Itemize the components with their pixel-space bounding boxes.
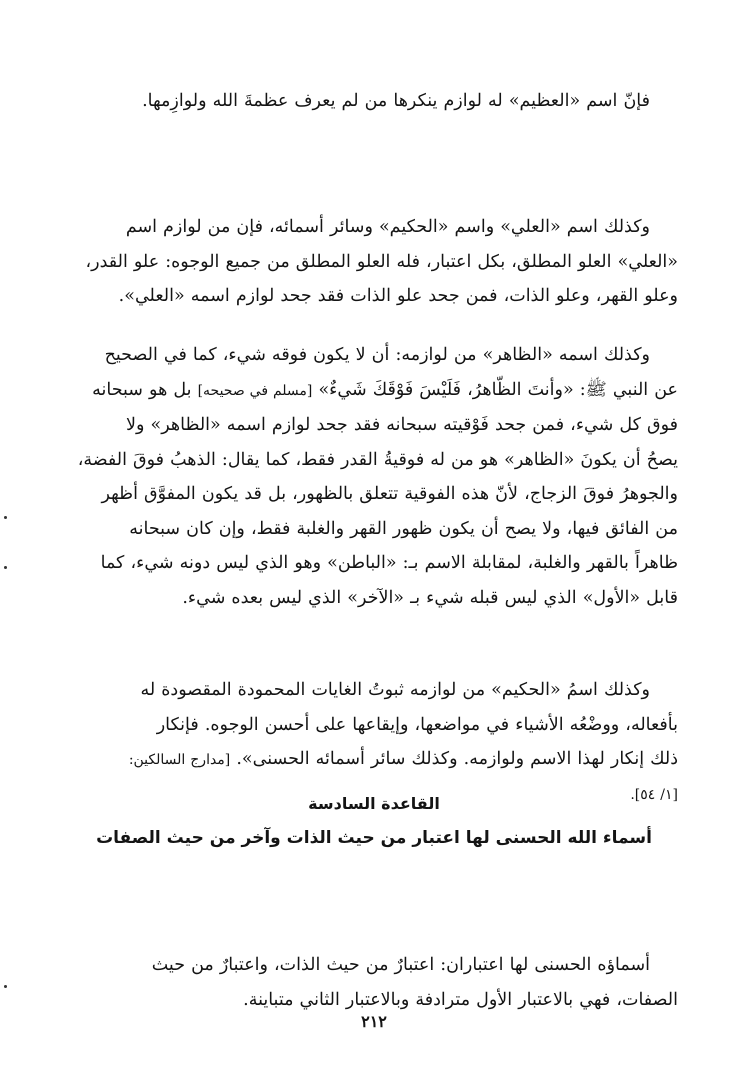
- text-line: فإنّ اسم «العظيم» له لوازم ينكرها من لم يعرف عظمةَ الله ولوازِمها.: [142, 91, 650, 111]
- source-reference-tail: [١/ ٥٤].: [630, 786, 678, 803]
- book-page: [70, 70, 678, 1050]
- text-line: يصحُ أن يكونَ «الظاهر» هو من له فوقيةُ القدر فقط، كما يقال: الذهبُ فوقَ الفضة،: [77, 449, 678, 470]
- paragraph-hakim: [70, 673, 678, 812]
- text-fragment: ذلك إنكار لهذا الاسم ولوازمه. وكذلك سائر أسمائه الحسنى».: [236, 749, 678, 769]
- text-line: أسماؤه الحسنى لها اعتباران: اعتبارٌ من حيث الذات، واعتبارٌ من حيث: [151, 955, 650, 975]
- scan-mark: [4, 516, 7, 519]
- text-line: الصفات، فهي بالاعتبار الأول مترادفة وبالاعتبار الثاني متباينة.: [243, 989, 678, 1010]
- scan-mark: [4, 985, 7, 988]
- hadith-text: عن النبي ﷺ: «وأنتَ الظّاهرُ، فَلَيْسَ فَوْقَكَ شَيءٌ»: [318, 379, 678, 400]
- paragraph-azim: [70, 84, 678, 119]
- text-line: قابل «الأول» الذي ليس قبله شيء بـ «الآخر» الذي ليس بعده شيء.: [182, 587, 678, 608]
- source-reference: [مدارج السالكين:: [128, 752, 231, 768]
- text-line: وكذلك اسمه «الظاهر» من لوازمه: أن لا يكون فوقه شيء، كما في الصحيح: [104, 345, 650, 365]
- paragraph-ali: [70, 210, 678, 314]
- text-line: بأفعاله، ووضْعُه الأشياء في مواضعها، وإيقاعها على أحسن الوجوه. فإنكار: [156, 714, 678, 735]
- section-title: أسماء الله الحسنى لها اعتبار من حيث الذات وآخر من حيث الصفات: [96, 828, 652, 848]
- text-line: وعلو القهر، وعلو الذات، فمن جحد علو الذات فقد جحد لوازم اسمه «العلي».: [118, 286, 678, 306]
- text-line: [70, 373, 678, 409]
- text-line: وكذلك اسمُ «الحكيم» من لوازمه ثبوتُ الغايات المحمودة المقصودة له: [140, 680, 650, 700]
- source-reference: [مسلم في صحيحه]: [197, 382, 313, 399]
- text-fragment: بل هو سبحانه: [92, 379, 192, 400]
- text-line: «العلي» العلو المطلق، بكل اعتبار، فله العلو المطلق من جميع الوجوه: علو القدر،: [85, 251, 678, 272]
- scan-mark: [4, 566, 7, 569]
- page-number: ٢١٢: [361, 1012, 387, 1031]
- text-line: والجوهرُ فوقَ الزجاج، لأنّ هذه الفوقية تتعلق بالظهور، بل قد يكون المفوَّق أظهر: [101, 484, 678, 504]
- section-label: القاعدة السادسة: [308, 794, 440, 813]
- text-line: [70, 742, 678, 778]
- text-line: فوق كل شيء، فمن جحد فَوْقيته سبحانه فقد جحد لوازم اسمه «الظاهر» ولا: [126, 415, 678, 435]
- paragraph-two-considerations: [70, 948, 678, 1017]
- text-line: ظاهراً بالقهر والغلبة، لمقابلة الاسم بـ: «الباطن» وهو الذي ليس دونه شيء، كما: [100, 553, 678, 573]
- text-line: من الفائق فيها، ولا يصح أن يكون ظهور القهر والغلبة فقط، وإن كان سبحانه: [129, 518, 678, 539]
- text-line: وكذلك اسم «العلي» واسم «الحكيم» وسائر أسمائه، فإن من لوازم اسم: [125, 217, 650, 237]
- paragraph-zahir: [70, 338, 678, 615]
